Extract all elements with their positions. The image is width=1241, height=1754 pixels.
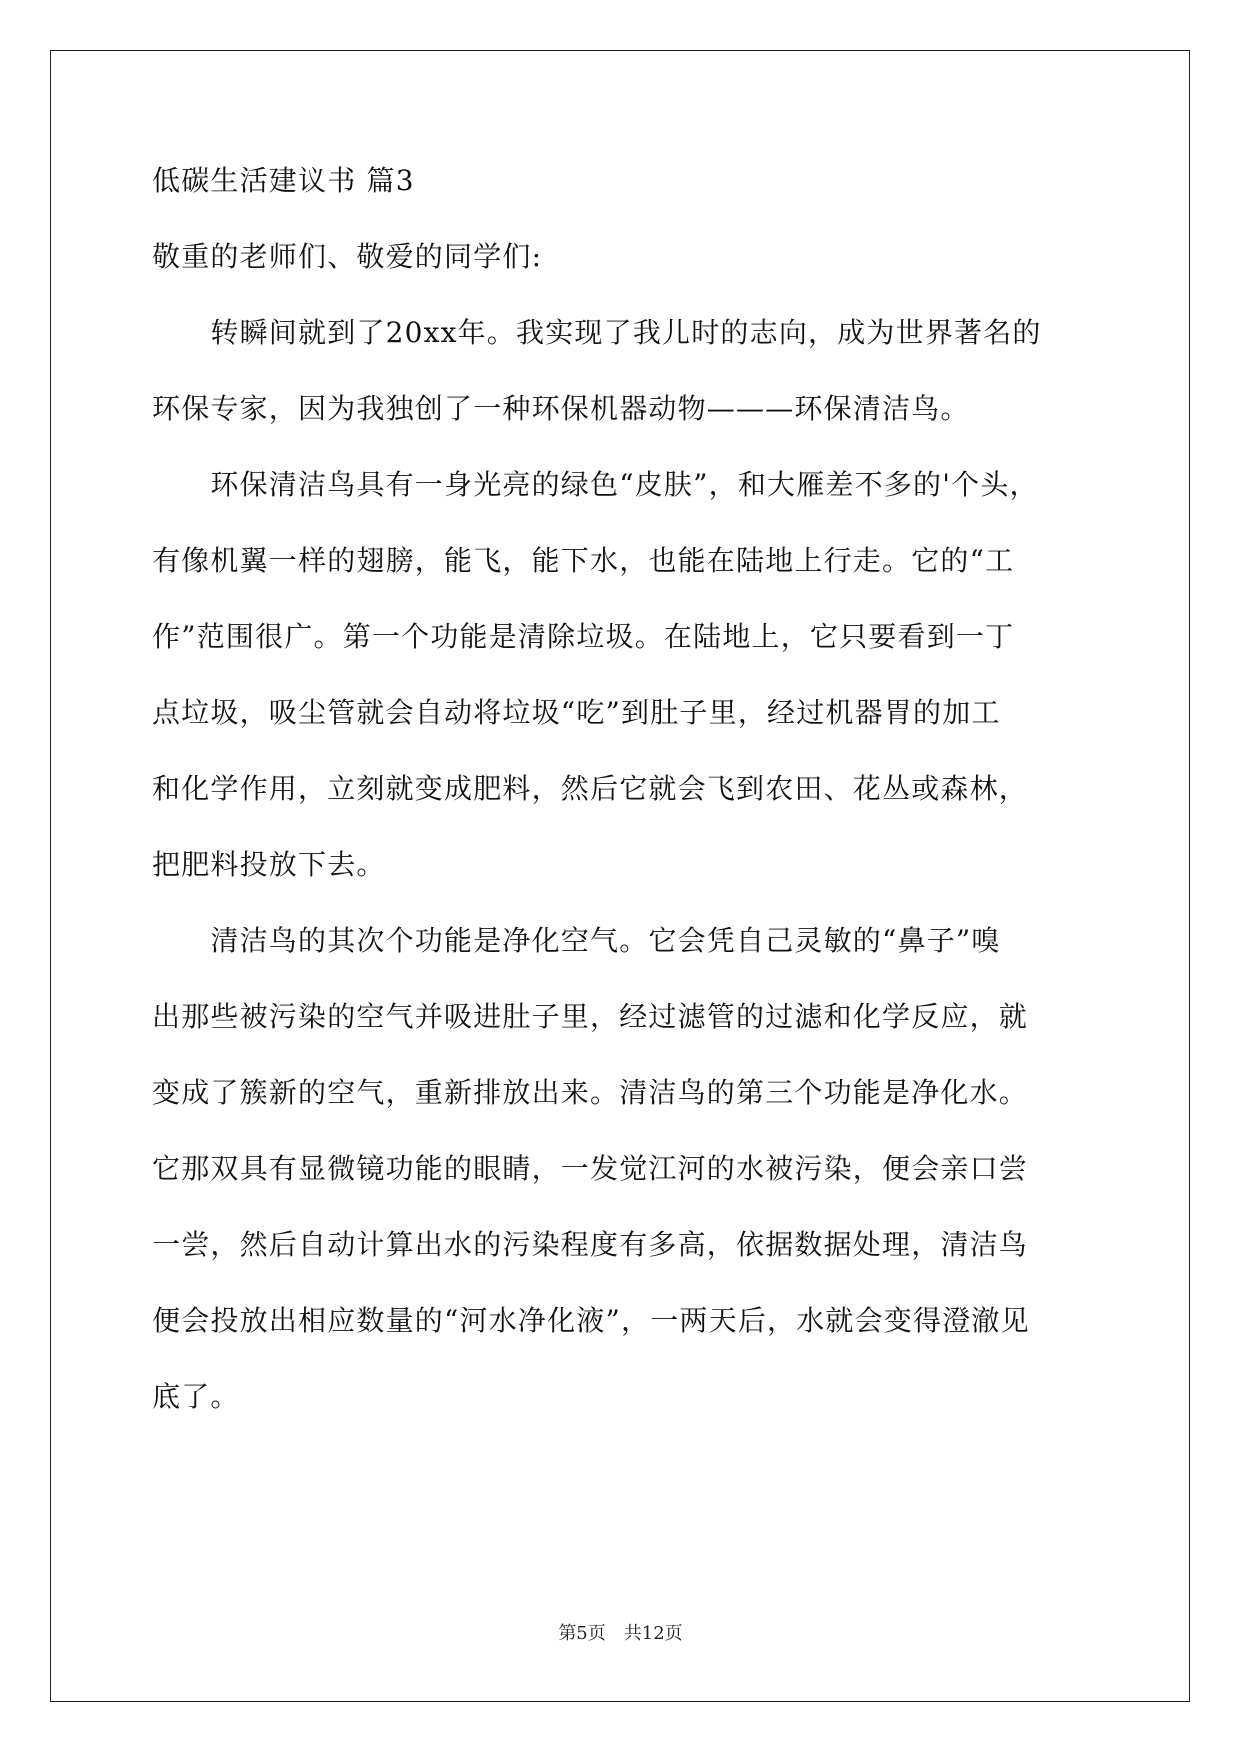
body-line: 出那些被污染的空气并吸进肚子里，经过滤管的过滤和化学反应，就 (152, 1000, 1029, 1033)
body-line: 变成了簇新的空气，重新排放出来。清洁鸟的第三个功能是净化水。 (152, 1076, 1029, 1109)
body-line: 清洁鸟的其次个功能是净化空气。它会凭自己灵敏的“鼻子”嗅 (152, 924, 1001, 957)
body-line: 点垃圾，吸尘管就会自动将垃圾“吃”到肚子里，经过机器胃的加工 (152, 696, 1001, 729)
body-line: 作”范围很广。第一个功能是清除垃圾。在陆地上，它只要看到一丁 (152, 620, 1015, 653)
body-line: 有像机翼一样的翅膀，能飞，能下水，也能在陆地上行走。它的“工 (152, 544, 1015, 577)
body-line: 和化学作用，立刻就变成肥料，然后它就会飞到农田、花丛或森林， (152, 772, 1029, 805)
body-line: 把肥料投放下去。 (152, 848, 386, 881)
page-number: 第5页 共12页 (558, 1623, 683, 1644)
document-title: 低碳生活建议书 篇3 (152, 164, 415, 197)
body-line: 一尝，然后自动计算出水的污染程度有多高，依据数据处理，清洁鸟 (152, 1228, 1029, 1261)
body-line: 便会投放出相应数量的“河水净化液”，一两天后，水就会变得澄澈见 (152, 1304, 1030, 1337)
body-line: 底了。 (152, 1380, 240, 1413)
salutation: 敬重的老师们、敬爱的同学们: (152, 240, 543, 273)
body-line: 环保专家，因为我独创了一种环保机器动物———环保清洁鸟。 (152, 392, 970, 425)
body-line: 转瞬间就到了20xx年。我实现了我儿时的志向，成为世界著名的 (152, 316, 1042, 349)
body-line: 它那双具有显微镜功能的眼睛，一发觉江河的水被污染，便会亲口尝 (152, 1152, 1029, 1185)
body-line: 环保清洁鸟具有一身光亮的绿色“皮肤”，和大雁差不多的'个头， (152, 468, 1039, 501)
